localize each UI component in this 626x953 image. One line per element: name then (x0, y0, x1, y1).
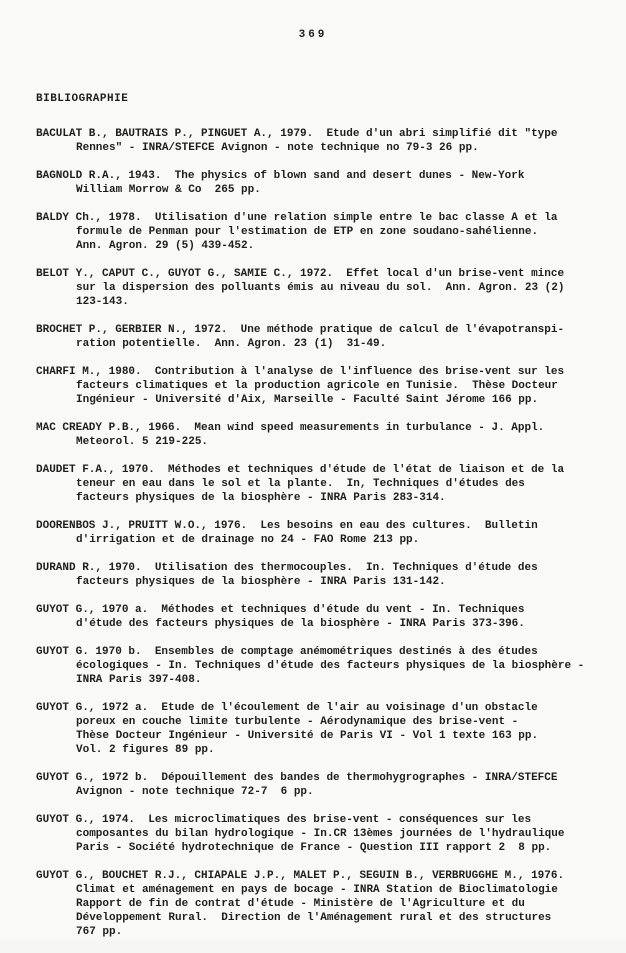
bibliography-entry: GUYOT G., 1972 b. Dépouillement des bandes de thermohygrographes - INRA/STEFCE Avignon - note technique 72-7 6 pp. (36, 772, 558, 798)
bibliography-entry: GUYOT G., 1974. Les microclimatiques des brise-vent - conséquences sur les composantes du bilan hydrologique - In.CR 13èmes journées de l'hydraulique Paris - Société hydrotechnique de France - Question III rapport 2 8 pp. (36, 814, 565, 854)
bibliography-entry: GUYOT G., 1972 a. Etude de l'écoulement de l'air au voisinage d'un obstacle poreux en couche limite turbulente - Aérodynamique des brise-vent - Thèse Docteur Ingénieur - Université de Paris VI - Vol 1 texte 163 pp. Vol. 2 figures 89 pp. (36, 702, 539, 756)
bibliography-list (36, 127, 602, 953)
bibliography-entry: GUYOT G., 1970 a. Méthodes et techniques d'étude du vent - In. Techniques d'étude des facteurs physiques de la biosphère - INRA Paris 373-396. (36, 604, 525, 630)
bibliography-entry: DURAND R., 1970. Utilisation des thermocouples. In. Techniques d'étude des facteurs physiques de la biosphère - INRA Paris 131-142. (36, 562, 538, 588)
bibliography-entry: BACULAT B., BAUTRAIS P., PINGUET A., 1979. Etude d'un abri simplifié dit "type Rennes" - INRA/STEFCE Avignon - note technique no 79-3 26 pp. (36, 128, 558, 154)
bibliography-entry: CHARFI M., 1980. Contribution à l'analyse de l'influence des brise-vent sur les facteurs climatiques et la production agricole en Tunisie. Thèse Docteur Ingénieur - Université d'Aix, Marseille - Faculté Saint Jérome 166 pp. (36, 366, 565, 406)
bibliography-entry: MAC CREADY P.B., 1966. Mean wind speed measurements in turbulance - J. Appl. Meteorol. 5 219-225. (36, 422, 545, 448)
bibliography-entry: BAGNOLD R.A., 1943. The physics of blown sand and desert dunes - New-York William Morrow & Co 265 pp. (36, 170, 525, 196)
bibliography-entry: BELOT Y., CAPUT C., GUYOT G., SAMIE C., 1972. Effet local d'un brise-vent mince sur la dispersion des polluants émis au niveau du sol. Ann. Agron. 23 (2) 123-143. (36, 268, 565, 308)
bibliography-entry: GUYOT G., BOUCHET R.J., CHIAPALE J.P., MALET P., SEGUIN B., VERBRUGGHE M., 1976. Climat et aménagement en pays de bocage - INRA Station de Bioclimatologie Rapport de fin de contrat d'étude - Ministère de l'Agriculture et du Développement Rural. Direction de l'Aménagement rural et des structures 767 pp. (36, 870, 565, 938)
page-number: 369 (298, 29, 328, 41)
bibliography-entry: DAUDET F.A., 1970. Méthodes et techniques d'étude de l'état de liaison et de la teneur en eau dans le sol et la plante. In, Techniques d'études des facteurs physiques de la biosphère - INRA Paris 283-314. (36, 464, 565, 504)
bibliography-heading: BIBLIOGRAPHIE (36, 93, 129, 105)
bibliography-entry: BROCHET P., GERBIER N., 1972. Une méthode pratique de calcul de l'évapotranspi- ration potentielle. Ann. Agron. 23 (1) 31-49. (36, 324, 565, 350)
bibliography-entry: BALDY Ch., 1978. Utilisation d'une relation simple entre le bac classe A et la formule de Penman pour l'estimation de ETP en zone soudano-sahélienne. Ann. Agron. 29 (5) 439-452. (36, 212, 558, 252)
bibliography-entry: GUYOT G. 1970 b. Ensembles de comptage anémométriques destinés à des études écologiques - In. Techniques d'étude des facteurs physiques de la biosphère - INRA Paris 397-408. (36, 646, 585, 686)
bibliography-entry: DOORENBOS J., PRUITT W.O., 1976. Les besoins en eau des cultures. Bulletin d'irrigation et de drainage no 24 - FAO Rome 213 pp. (36, 520, 538, 546)
